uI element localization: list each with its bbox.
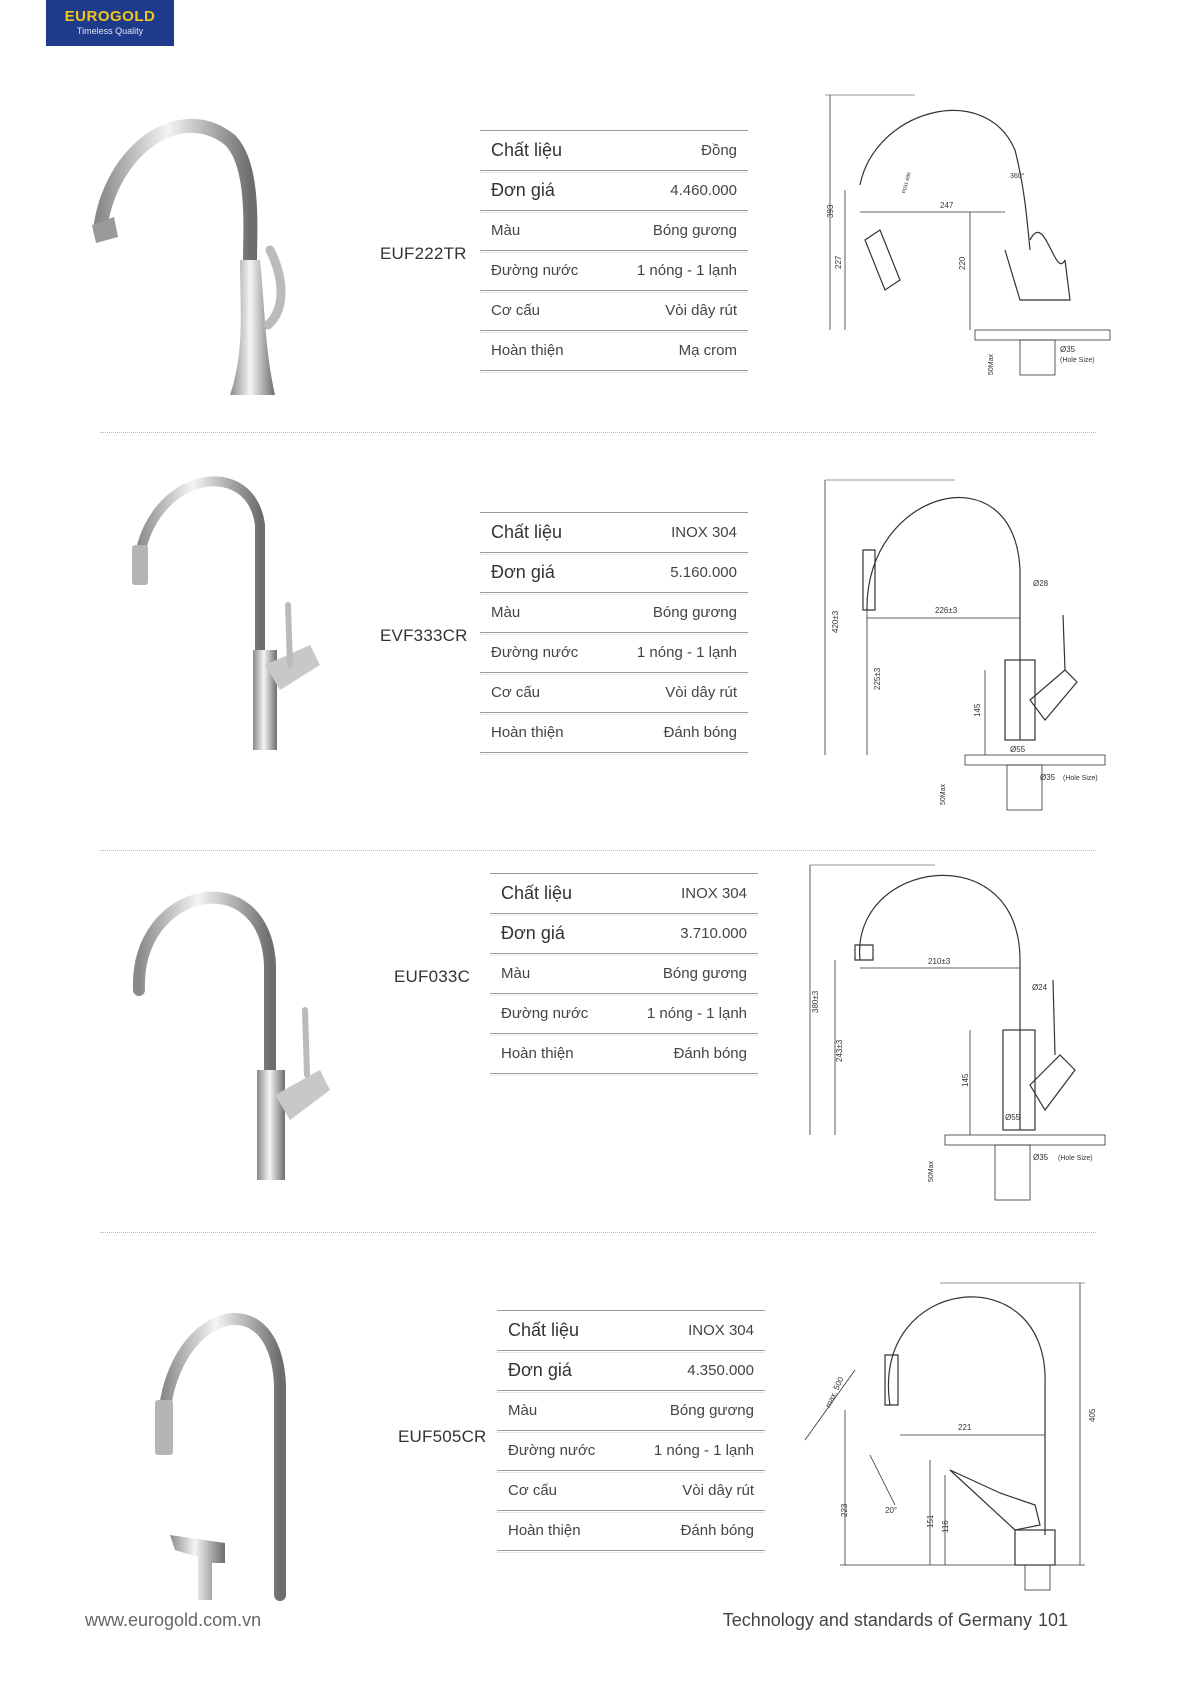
dim-max-thickness: 50Max <box>940 783 947 805</box>
dim-total-height: 420±3 <box>831 610 840 633</box>
product-code: EVF333CR <box>380 626 468 645</box>
spec-label: Đường nước <box>491 644 579 661</box>
spec-row-water <box>497 1431 765 1471</box>
dim-total-height: 393 <box>826 204 835 218</box>
spec-label: Cơ cấu <box>491 302 541 319</box>
dim-total-height: 405 <box>1088 1408 1097 1422</box>
spec-label: Đơn giá <box>491 562 555 582</box>
spec-value: INOX 304 <box>688 1322 754 1339</box>
technical-drawing <box>815 90 1115 380</box>
footer-website: www.eurogold.com.vn <box>85 1610 262 1630</box>
faucet-photo <box>130 465 330 755</box>
spec-row-finish <box>490 1034 758 1074</box>
spec-row-finish <box>480 713 748 753</box>
spec-row-water <box>480 633 748 673</box>
spec-value: INOX 304 <box>671 524 737 541</box>
spec-label: Hoàn thiện <box>491 342 564 359</box>
dim-angle: 20° <box>885 1506 898 1515</box>
spec-row-material <box>497 1311 765 1351</box>
spec-row-water <box>480 251 748 291</box>
spec-row-price <box>480 171 748 211</box>
spec-value: Đánh bóng <box>680 1522 754 1539</box>
spec-label: Màu <box>508 1402 538 1419</box>
product-code: EUF222TR <box>380 244 467 263</box>
footer-slogan-block <box>723 1610 1068 1631</box>
spec-row-material <box>480 513 748 553</box>
spec-value: Đánh bóng <box>673 1045 747 1062</box>
spec-value: 4.350.000 <box>687 1362 754 1379</box>
spec-value: Vòi dây rút <box>682 1482 754 1499</box>
faucet-photo <box>150 1295 315 1605</box>
spec-value: 1 nóng - 1 lạnh <box>653 1442 754 1459</box>
spec-row-price <box>497 1351 765 1391</box>
dim-hole: Ø35 <box>1060 345 1076 354</box>
spec-row-material <box>490 874 758 914</box>
dim-spout-height: 227 <box>834 255 843 269</box>
faucet-photo <box>90 110 290 395</box>
spec-value: 3.710.000 <box>680 925 747 942</box>
page-number: 101 <box>1037 1610 1068 1630</box>
spec-value: Vòi dây rút <box>665 684 737 701</box>
spec-label: Chất liệu <box>491 522 563 542</box>
spec-value: Bóng gương <box>669 1402 754 1419</box>
dim-reach: 226±3 <box>935 606 958 615</box>
section-divider <box>100 850 1096 851</box>
spec-label: Đường nước <box>491 262 579 279</box>
technical-drawing <box>805 860 1115 1205</box>
spec-value: 1 nóng - 1 lạnh <box>646 1005 747 1022</box>
section-divider <box>100 432 1096 433</box>
dim-max-thickness: 50Max <box>928 1160 935 1182</box>
dim-handle-h2: 116 <box>941 1520 950 1533</box>
dim-reach: 247 <box>940 201 954 210</box>
dim-hole-note: (Hole Size) <box>1060 357 1095 364</box>
dim-handle-h1: 151 <box>926 1514 935 1528</box>
spec-row-water <box>490 994 758 1034</box>
dim-hole-note: (Hole Size) <box>1058 1155 1093 1162</box>
spec-table <box>497 1310 765 1551</box>
dim-hole-note: (Hole Size) <box>1063 775 1098 782</box>
spec-label: Màu <box>491 222 521 239</box>
spec-table <box>490 873 758 1074</box>
spec-value: 1 nóng - 1 lạnh <box>636 644 737 661</box>
spec-row-finish <box>480 331 748 371</box>
spec-row-color <box>497 1391 765 1431</box>
spec-label: Cơ cấu <box>491 684 541 701</box>
dim-spout-height: 223 <box>840 1503 849 1517</box>
spec-row-color <box>480 211 748 251</box>
spec-table <box>480 512 748 753</box>
spec-label: Hoàn thiện <box>501 1045 574 1062</box>
brand-tagline: Timeless Quality <box>76 26 144 36</box>
spec-value: 4.460.000 <box>670 182 737 199</box>
spec-label: Màu <box>501 965 531 982</box>
spec-label: Hoàn thiện <box>491 724 564 741</box>
spec-row-finish <box>497 1511 765 1551</box>
dim-dia-base: Ø55 <box>1010 745 1026 754</box>
spec-row-material <box>480 131 748 171</box>
spec-value: Bóng gương <box>652 604 737 621</box>
technical-drawing <box>815 470 1115 815</box>
dim-max-thickness: 50Max <box>988 353 995 375</box>
dim-rotation: 360° <box>1010 173 1025 180</box>
spec-row-color <box>480 593 748 633</box>
spec-row-mechanism <box>480 291 748 331</box>
dim-hole: Ø35 <box>1040 773 1056 782</box>
spec-label: Đơn giá <box>501 923 565 943</box>
spec-label: Đơn giá <box>491 180 555 200</box>
spec-value: Đồng <box>701 142 737 159</box>
spec-label: Đường nước <box>501 1005 589 1022</box>
dim-body-height: 145 <box>973 703 982 717</box>
spec-row-mechanism <box>480 673 748 713</box>
spec-value: Mạ crom <box>678 342 737 359</box>
spec-value: Vòi dây rút <box>665 302 737 319</box>
product-code: EUF505CR <box>398 1427 487 1446</box>
product-code: EUF033C <box>394 967 471 986</box>
spec-value: 5.160.000 <box>670 564 737 581</box>
spec-row-price <box>480 553 748 593</box>
spec-value: 1 nóng - 1 lạnh <box>636 262 737 279</box>
dim-spout-height: 225±3 <box>873 667 882 690</box>
dim-pull: P031-686 <box>901 171 913 195</box>
spec-label: Chất liệu <box>501 883 573 903</box>
spec-label: Đơn giá <box>508 1360 572 1380</box>
technical-drawing <box>800 1275 1100 1600</box>
dim-reach: 221 <box>958 1423 972 1432</box>
dim-reach: 210±3 <box>928 957 951 966</box>
spec-label: Đường nước <box>508 1442 596 1459</box>
spec-label: Chất liệu <box>508 1320 580 1340</box>
dim-dia-top: Ø24 <box>1032 983 1048 992</box>
faucet-photo <box>125 875 345 1185</box>
dim-spout-height: 243±3 <box>835 1039 844 1062</box>
spec-value: Bóng gương <box>662 965 747 982</box>
brand-name: EUROGOLD <box>64 8 156 25</box>
dim-total-height: 380±3 <box>811 990 820 1013</box>
spec-label: Hoàn thiện <box>508 1522 581 1539</box>
spec-row-mechanism <box>497 1471 765 1511</box>
spec-label: Cơ cấu <box>508 1482 558 1499</box>
spec-value: INOX 304 <box>681 885 747 902</box>
spec-table <box>480 130 748 371</box>
spec-label: Chất liệu <box>491 140 563 160</box>
spec-label: Màu <box>491 604 521 621</box>
dim-hole: Ø35 <box>1033 1153 1049 1162</box>
spec-row-color <box>490 954 758 994</box>
spec-row-price <box>490 914 758 954</box>
spec-value: Bóng gương <box>652 222 737 239</box>
dim-pull-out: max. 500 <box>823 1375 846 1410</box>
section-divider <box>100 1232 1096 1233</box>
dim-dia-base: Ø55 <box>1005 1113 1021 1122</box>
spec-value: Đánh bóng <box>663 724 737 741</box>
brand-logo <box>46 0 174 46</box>
dim-body-height: 145 <box>961 1073 970 1087</box>
dim-body-height: 220 <box>958 256 967 270</box>
dim-dia-top: Ø28 <box>1033 579 1049 588</box>
footer-slogan: Technology and standards of Germany <box>722 1610 1032 1630</box>
